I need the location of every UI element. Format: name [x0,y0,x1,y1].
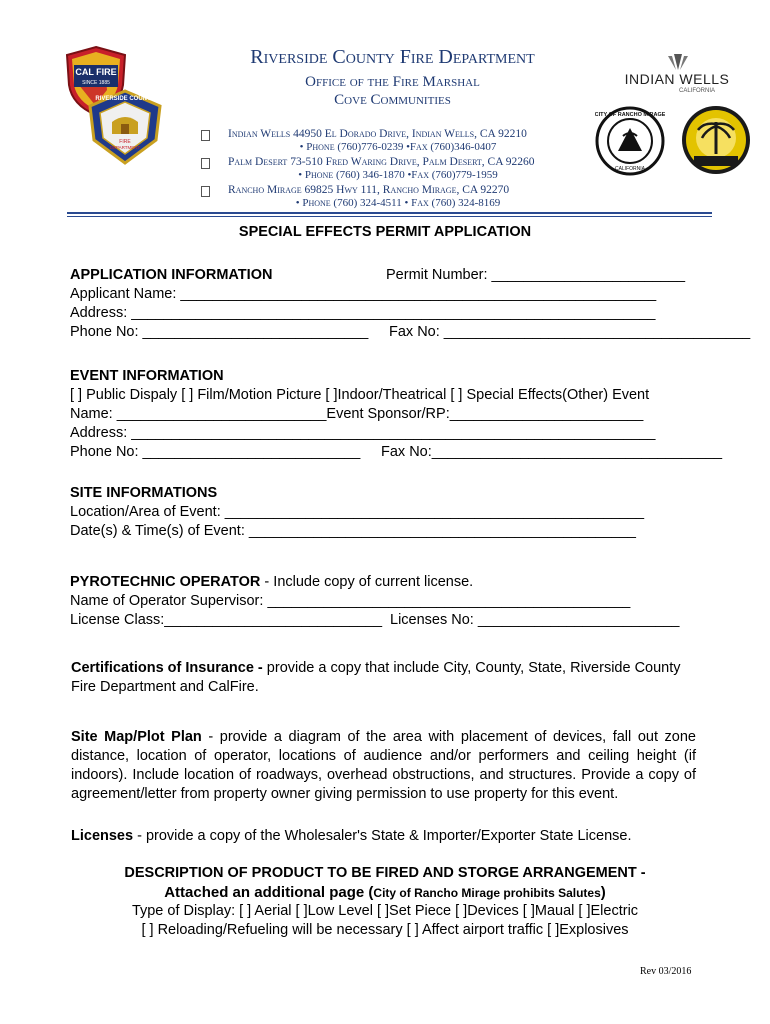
site-map-heading: Site Map/Plot Plan [71,729,202,745]
checkbox-icon [201,158,210,169]
indian-wells-logo [618,48,736,98]
revision-label: Rev 03/2016 [640,966,692,977]
event-phone-field[interactable]: Phone No: ___________________________ [70,444,361,460]
licenses-number-field[interactable]: Licenses No: _________________________ [390,612,680,628]
operator-heading: PYROTECHNIC OPERATOR [70,574,261,590]
office-address: Indian Wells 44950 El Dorado Drive, Indian Wells, CA 92210 [228,128,527,140]
rancho-mirage-seal [595,106,665,176]
applicant-fax-field[interactable]: Fax No: ______________________________________ [389,324,751,340]
site-map-text: - provide a diagram of the area with placement of devices, fall out zone distance, location of operator, locations of audience and/or performers and ceiling height (if indoors). Include location of roadways, overhead obstructions, and structures. Provide a copy of agreement/letter from property owner giving permission to use property for this event. [71,729,696,802]
rancho-seal-text: CITY OF RANCHO MIRAGE [595,112,665,118]
office-contact: • Phone (760)776-0239 •Fax (760)346-0407 [299,141,497,153]
riverside-logo-text: RIVERSIDE COUNTY [95,96,155,102]
riverside-logo-fire: FIRE [119,139,131,145]
site-heading: SITE INFORMATIONS [70,485,218,501]
calfire-logo-since: SINCE 1885 [82,80,110,86]
header-divider [67,212,712,214]
applicant-phone-field[interactable]: Phone No: ____________________________ [70,324,369,340]
indian-wells-state: CALIFORNIA [678,88,715,94]
riverside-fire-logo [86,88,164,166]
description-attach: Attached an additional page ( [164,884,374,901]
licenses-paragraph [71,827,696,846]
header-divider-thin [67,216,712,217]
license-class-field[interactable]: License Class:___________________________ [70,612,383,628]
description-attach-close: ) [600,884,606,901]
office-contact: • Phone (760) 324-4511 • Fax (760) 324-8169 [295,197,501,209]
office-item [195,184,595,212]
event-type-options[interactable]: [ ] Public Dispaly [ ] Film/Motion Picture [ ]Indoor/Theatrical [ ] Special Effects(Other) Event [70,387,650,403]
department-title: Riverside County Fire Department [250,46,535,68]
licenses-text: - provide a copy of the Wholesaler's State & Importer/Exporter State License. [133,828,632,844]
site-location-field[interactable]: Location/Area of Event: ____________________________________________________ [70,504,645,520]
applicant-name-field[interactable]: Applicant Name: ___________________________________________________________ [70,286,657,302]
office-list [195,128,595,212]
site-dates-field[interactable]: Date(s) & Time(s) of Event: ________________________________________________ [70,523,636,539]
insurance-paragraph [71,659,696,697]
office-address: Rancho Mirage 69825 Hwy 111, Rancho Mirage, CA 92270 [228,184,510,196]
riverside-logo-dept: DEPARTMENT [109,145,141,150]
display-extra-options[interactable]: [ ] Reloading/Refueling will be necessary [ ] Affect airport traffic [ ]Explosives [141,922,629,938]
permit-number-field[interactable]: Permit Number: ________________________ [386,267,686,283]
insurance-heading: Certifications of Insurance - [71,660,267,676]
office-title: Office of the Fire Marshal [305,74,480,90]
rancho-seal-state: CALIFORNIA [614,166,646,172]
application-heading: APPLICATION INFORMATION [70,267,273,283]
communities-title: Cove Communities [334,92,451,108]
display-type-options[interactable]: Type of Display: [ ] Aerial [ ]Low Level [ ]Set Piece [ ]Devices [ ]Maual [ ]Electric [131,903,639,919]
palm-desert-seal [680,104,752,176]
form-title: SPECIAL EFFECTS PERMIT APPLICATION [238,224,532,240]
insurance-text: provide a copy that include City, County, State, Riverside County Fire Department and CalFire. [71,660,681,695]
description-attach-line [0,883,770,903]
checkbox-icon [201,186,210,197]
office-item [195,128,595,156]
office-address: Palm Desert 73-510 Fred Waring Drive, Palm Desert, CA 92260 [228,156,535,168]
event-name-field[interactable]: Name: __________________________Event Sponsor/RP:________________________ [70,406,644,422]
operator-heading-line [70,573,710,592]
description-attach-note: City of Rancho Mirage prohibits Salutes [373,886,601,900]
calfire-logo-text: CAL FIRE [75,67,117,77]
event-address-field[interactable]: Address: _________________________________________________________________ [70,425,656,441]
site-map-paragraph [71,728,696,804]
checkbox-icon [201,130,210,141]
office-item [195,156,595,184]
description-heading: DESCRIPTION OF PRODUCT TO BE FIRED AND STORGE ARRANGEMENT - [124,865,646,881]
indian-wells-name: INDIAN WELLS [624,71,730,87]
event-heading: EVENT INFORMATION [70,368,224,384]
office-contact: • Phone (760) 346-1870 •Fax (760)779-1959 [298,169,498,181]
event-fax-field[interactable]: Fax No:____________________________________ [381,444,723,460]
operator-supervisor-field[interactable]: Name of Operator Supervisor: _____________________________________________ [70,593,631,609]
operator-note: - Include copy of current license. [260,574,474,590]
applicant-address-field[interactable]: Address: _________________________________________________________________ [70,305,656,321]
licenses-heading: Licenses [71,828,134,844]
